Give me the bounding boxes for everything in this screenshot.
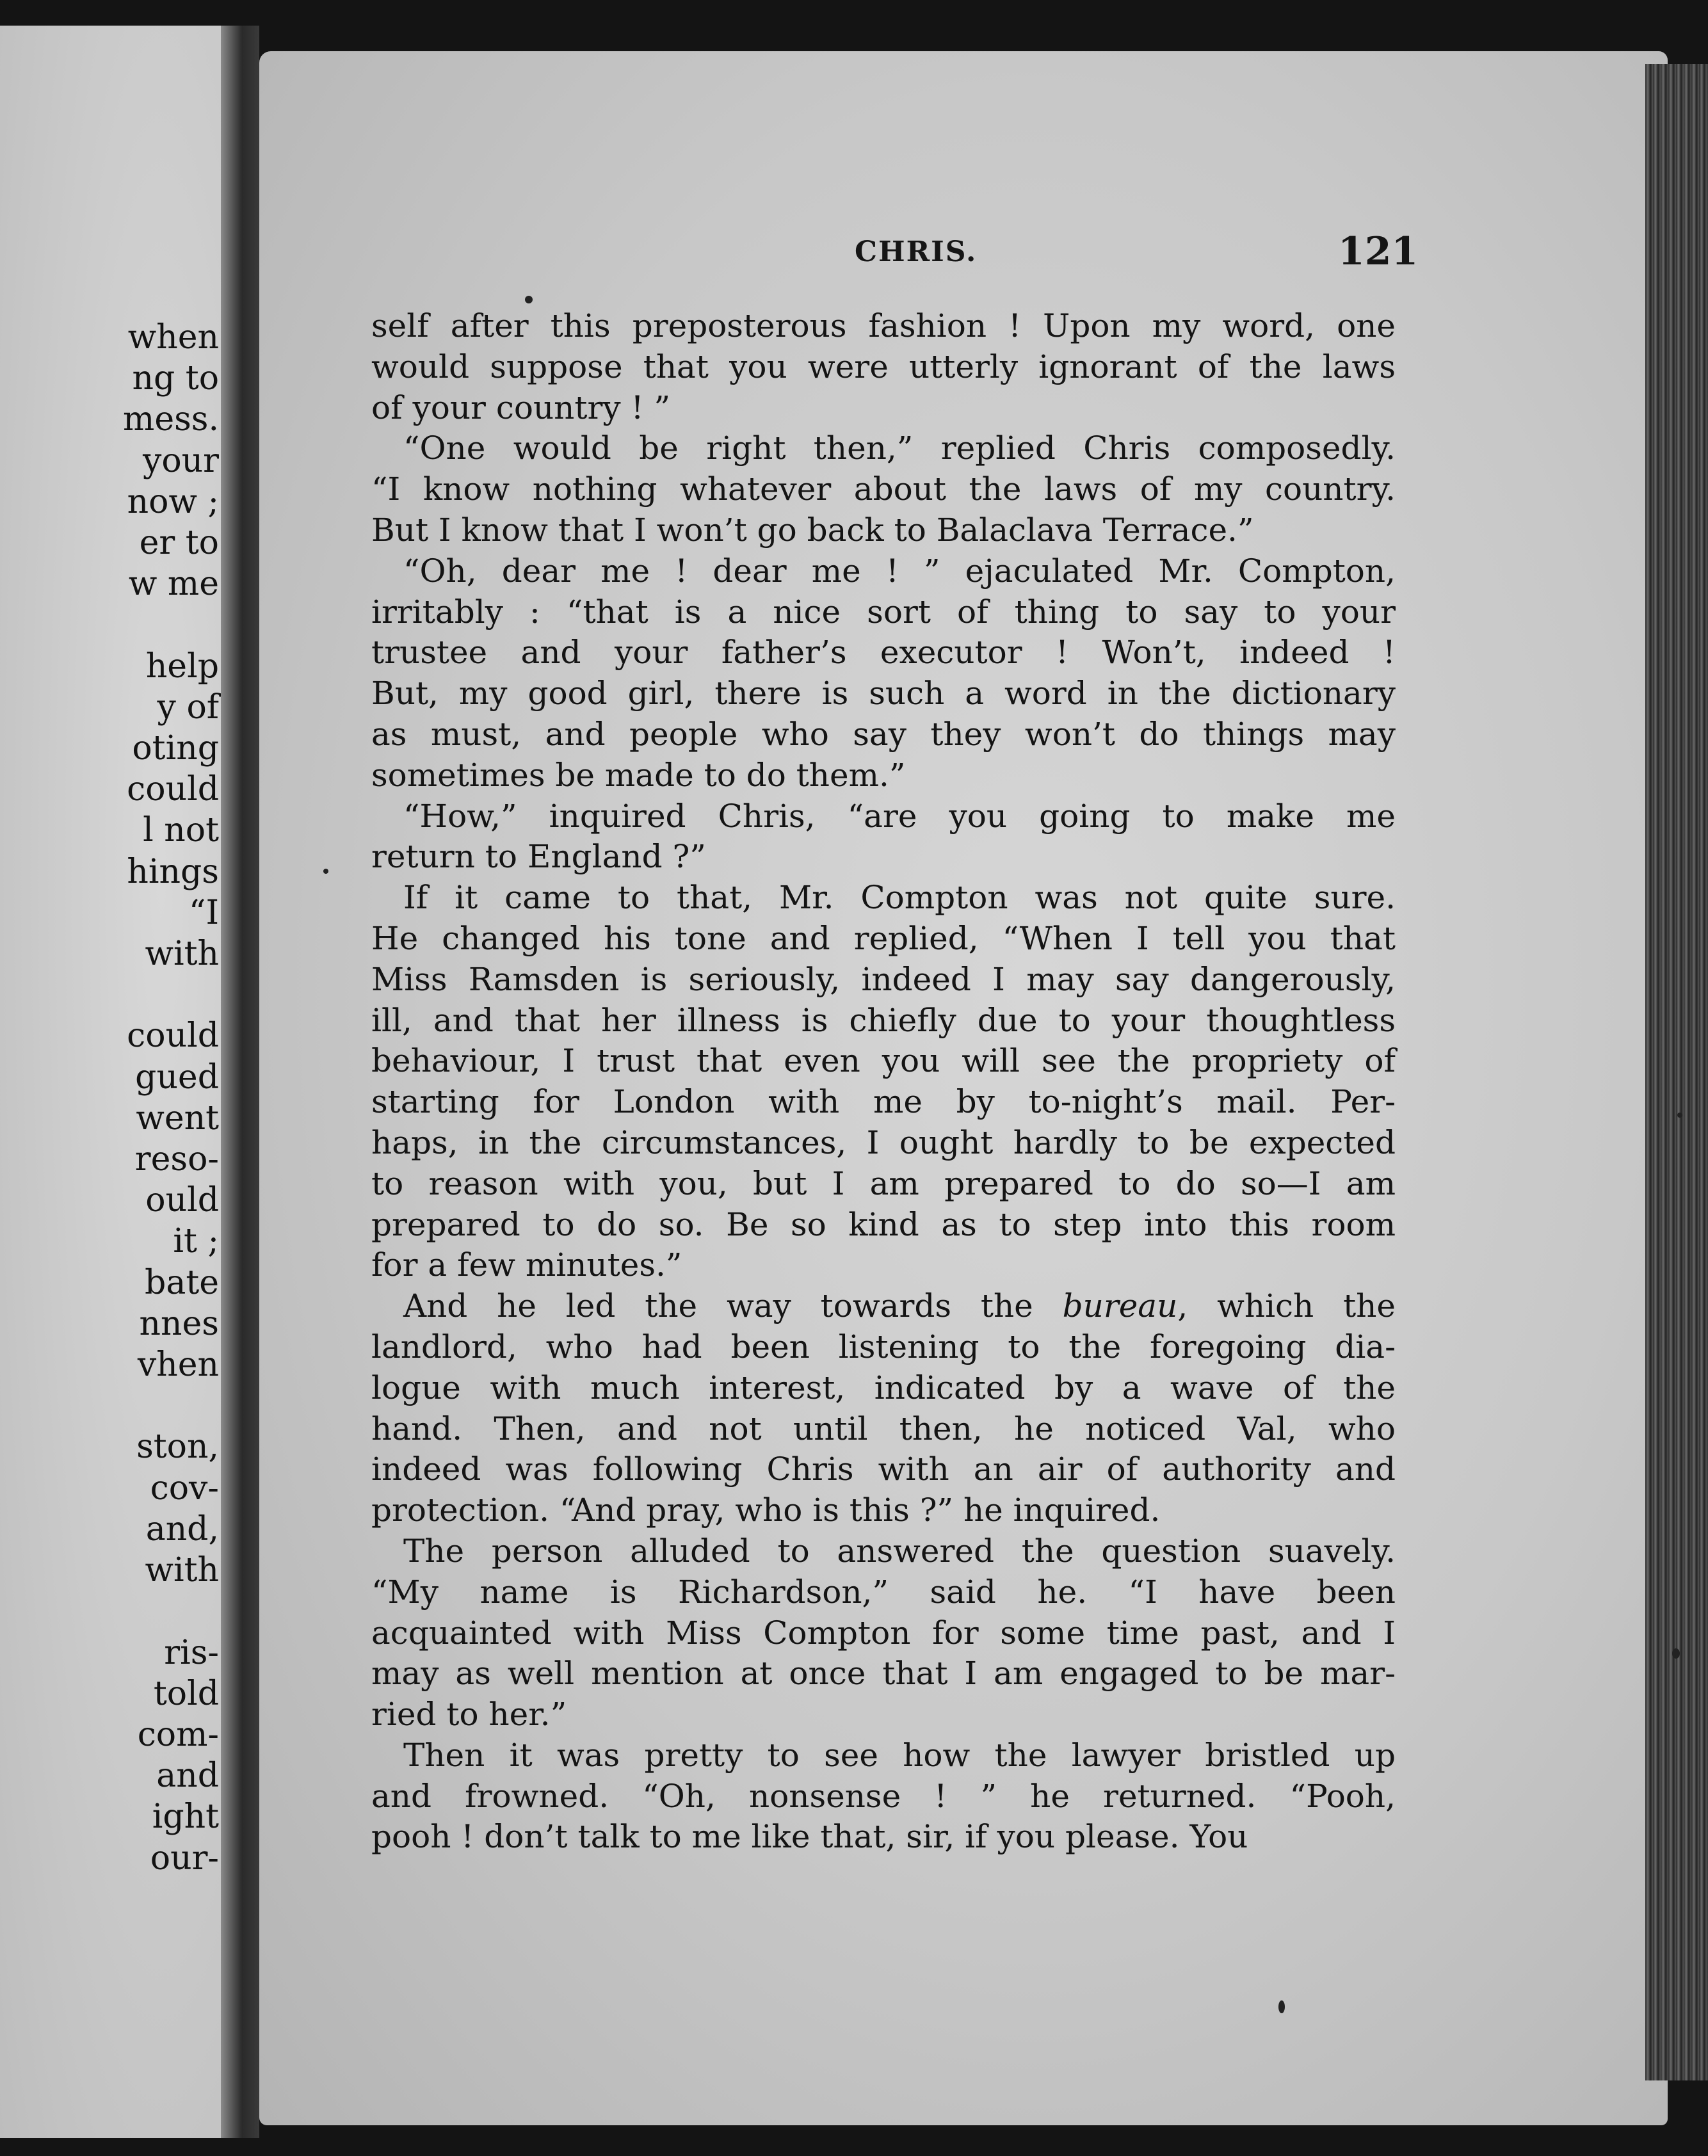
previous-page-line: and — [156, 1757, 219, 1796]
text-line: Then it was pretty to see how the lawyer bristled up — [403, 1736, 1396, 1774]
text-line: haps, in the circumstances, I ought hardly to be expected — [371, 1123, 1396, 1161]
page-number: 121 — [1338, 229, 1419, 274]
previous-page-line — [123, 1385, 219, 1426]
previous-page-line: ight — [152, 1798, 219, 1837]
previous-page-line: oting — [132, 729, 219, 768]
previous-page-text — [123, 317, 219, 1879]
previous-page-line: your — [142, 441, 219, 480]
previous-page-line: ston, — [136, 1428, 219, 1467]
text-line: to reason with you, but I am prepared to do so—I am — [371, 1164, 1396, 1202]
text-line: protection. “And pray, who is this ?” he inquired. — [371, 1492, 1161, 1529]
previous-page-line: vhen — [137, 1346, 219, 1385]
text-line: Miss Ramsden is seriously, indeed I may say dangerously, — [371, 960, 1396, 998]
book-gutter — [221, 26, 259, 2138]
paragraph — [371, 1286, 1396, 1531]
previous-page-line: w me — [128, 565, 219, 604]
running-head: CHRIS. — [855, 236, 978, 268]
previous-page-line: l not — [143, 811, 219, 850]
previous-page-line: went — [136, 1098, 219, 1138]
previous-page-line — [123, 1591, 219, 1632]
text-line: The person alluded to answered the question suavely. — [403, 1532, 1396, 1570]
text-line: acquainted with Miss Compton for some time past, and I — [371, 1614, 1396, 1652]
previous-page-line: ould — [145, 1181, 219, 1220]
print-speck — [525, 296, 533, 303]
previous-page-line: help — [145, 647, 219, 686]
previous-page-line: mess. — [123, 400, 219, 439]
paragraph — [371, 1735, 1396, 1858]
previous-page-line: with — [145, 935, 219, 974]
previous-page-line: y of — [157, 688, 219, 727]
previous-page-line: now ; — [127, 482, 219, 521]
previous-page-line: hings — [127, 852, 219, 891]
text-line: behaviour, I trust that even you will see the propriety of — [371, 1042, 1396, 1080]
previous-page-line: er to — [139, 524, 219, 563]
text-line: He changed his tone and replied, “When I tell you that — [371, 919, 1396, 957]
text-line: “My name is Richardson,” said he. “I have been — [371, 1573, 1396, 1611]
previous-page-line: with — [145, 1551, 219, 1590]
text-line: landlord, who had been listening to the foregoing dia- — [371, 1328, 1396, 1365]
text-line: trustee and your father’s executor ! Won’t, indeed ! — [371, 634, 1396, 672]
text-line: irritably : “that is a nice sort of thing to say to your — [371, 593, 1396, 631]
text-line: hand. Then, and not until then, he noticed Val, who — [371, 1410, 1396, 1447]
previous-page-line: told — [153, 1674, 219, 1713]
previous-page-line: gued — [135, 1058, 219, 1097]
text-line: ried to her.” — [371, 1696, 567, 1734]
previous-page-line: reso- — [134, 1140, 219, 1179]
text-line: If it came to that, Mr. Compton was not quite sure. — [403, 879, 1396, 917]
previous-page-line: when — [127, 318, 219, 357]
print-speck — [1677, 1113, 1682, 1118]
previous-page-line: ris- — [164, 1633, 219, 1672]
text-line: may as well mention at once that I am engaged to be mar- — [371, 1655, 1396, 1693]
paragraph — [371, 428, 1396, 551]
text-line: But I know that I won’t go back to Balaclava Terrace.” — [371, 511, 1254, 549]
text-line: logue with much interest, indicated by a wave of the — [371, 1369, 1396, 1406]
text-line: would suppose that you were utterly ignorant of the laws — [371, 348, 1396, 385]
previous-page-line: cov- — [150, 1468, 219, 1508]
previous-page-line: it ; — [173, 1222, 219, 1261]
text-line: “Oh, dear me ! dear me ! ” ejaculated Mr. Compton, — [403, 552, 1396, 590]
text-line: But, my good girl, there is such a word in the dictionary — [371, 675, 1396, 712]
page-body-text — [371, 306, 1396, 1858]
previous-page-fragment — [0, 26, 230, 2138]
previous-page-line: “I — [188, 893, 219, 932]
text-line: prepared to do so. Be so kind as to step into this room — [371, 1205, 1396, 1243]
previous-page-line — [123, 604, 219, 645]
text-line: And he led the way towards the bureau, which the — [403, 1287, 1396, 1325]
previous-page-line: com- — [137, 1715, 219, 1754]
paragraph — [371, 878, 1396, 1286]
paragraph — [371, 796, 1396, 878]
previous-page-line: and, — [145, 1509, 219, 1549]
previous-page-line: could — [127, 1017, 219, 1056]
previous-page-line — [123, 974, 219, 1015]
print-speck — [323, 869, 328, 874]
text-line: ill, and that her illness is chiefly due to your thoughtless — [371, 1001, 1396, 1039]
previous-page-line: ng to — [132, 359, 219, 398]
print-speck — [1672, 1648, 1680, 1659]
text-line: sometimes be made to do them.” — [371, 756, 906, 794]
text-line: starting for London with me by to-night’s mail. Per- — [371, 1083, 1396, 1121]
text-line: as must, and people who say they won’t do things may — [371, 715, 1396, 753]
previous-page-line: could — [127, 770, 219, 809]
previous-page-line: bate — [145, 1263, 219, 1302]
paragraph — [371, 551, 1396, 796]
text-line: of your country ! ” — [371, 389, 671, 426]
text-line: “One would be right then,” replied Chris composedly. — [403, 430, 1396, 467]
previous-page-line: our- — [150, 1838, 219, 1878]
text-line: pooh ! don’t talk to me like that, sir, if you please. You — [371, 1818, 1248, 1856]
paragraph — [371, 1531, 1396, 1735]
paragraph — [371, 306, 1396, 428]
text-line: and frowned. “Oh, nonsense ! ” he returned. “Pooh, — [371, 1777, 1396, 1815]
text-line: indeed was following Chris with an air of authority and — [371, 1451, 1396, 1488]
text-line: self after this preposterous fashion ! Upon my word, one — [371, 307, 1396, 344]
text-line: return to England ?” — [371, 838, 706, 876]
print-speck — [1278, 2000, 1285, 2013]
text-line: for a few minutes.” — [371, 1246, 682, 1284]
text-line: “I know nothing whatever about the laws of my country. — [371, 471, 1396, 508]
page-edges — [1645, 64, 1708, 2080]
text-line: “How,” inquired Chris, “are you going to make me — [403, 797, 1396, 835]
previous-page-line: nnes — [139, 1304, 219, 1343]
